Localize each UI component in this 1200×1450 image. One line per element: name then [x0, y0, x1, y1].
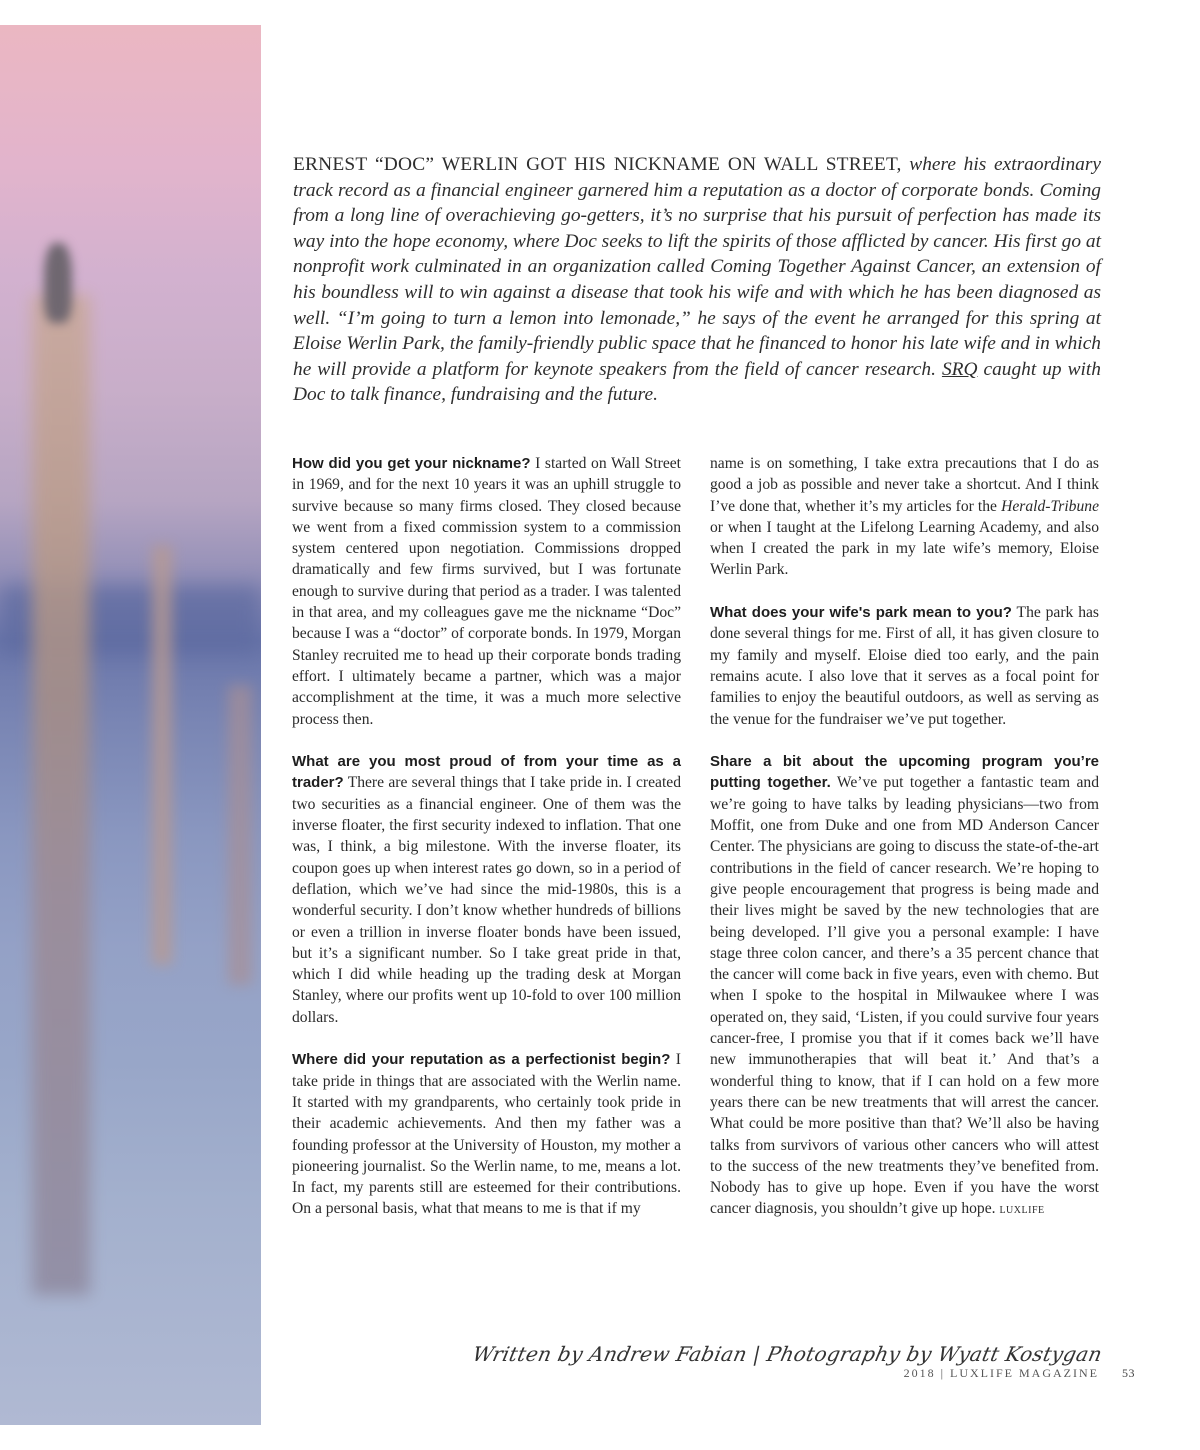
footer-separator: | — [940, 1366, 946, 1380]
qa-block — [292, 751, 681, 1028]
publication-name: SRQ — [941, 358, 978, 380]
photo-pier-post-edge — [228, 685, 252, 985]
question: Share a bit about the upcoming program you’re putting together. — [710, 753, 1099, 792]
answer: The park has done several things for me. First of all, it has given closure to my family and myself. Eloise died too early, and the pain remains acute. I also love that it serves as a focal point for families to enjoy the beautiful outdoors, as well as serving as the venue for the fundraiser we’ve put together. — [710, 604, 1099, 728]
newspaper-name: Herald-Tribune — [1001, 497, 1099, 515]
answer-continued-end: or when I taught at the Lifelong Learning Academy, and also when I created the park in my late wife’s memory, Eloise Werlin Park. — [710, 518, 1099, 579]
intro-text: where his extraordinary track record as a financial engineer garnered him a reputation as a doctor of corporate bonds. Coming from a long line of overachieving go-getters, it’s no surprise that his pursuit of perfection has made its way into the hope economy, where Doc seeks to lift the spirits of those afflicted by cancer. His first go at nonprofit work culminated in an organization called Coming Together Against Cancer, an extension of his boundless will to win against a disease that took his wife and with which he has been diagnosed as well. “I’m going to turn a lemon into lemonade,” he says of the event he arranged for this spring at Eloise Werlin Park, the family-friendly public space that he financed to honor his late wife and in which he will provide a platform for keynote speakers from the field of cancer research. — [293, 154, 1101, 380]
photo-pier-post-far — [152, 545, 172, 965]
answer: I started on Wall Street in 1969, and for the next 10 years it was an uphill struggle to survive because so many firms closed. They closed because we went from a fixed commission system to a commission system centered upon negotiation. Commissions dropped dramatically and few firms survived, but I was fortunate enough to survive during that period as a trader. I was talented in that area, and my colleagues gave me the nickname “Doc” because I was a “doctor” of corporate bonds. In 1979, Morgan Stanley recruited me to head up their corporate bonds trading effort. I ultimately became a partner, which was a major accomplishment at the time, it was a much more selective process then. — [292, 455, 681, 728]
credit-text: Written by Andrew Fabian | Photography by Wyatt Kostygan — [470, 1342, 1105, 1366]
page-number: 53 — [1122, 1366, 1135, 1380]
intro-paragraph — [293, 152, 1101, 408]
page-footer — [904, 1366, 1135, 1381]
question: How did you get your nickname? — [292, 455, 531, 472]
footer-magazine: LUXLIFE MAGAZINE — [950, 1366, 1099, 1380]
intro-text-end: caught up with Doc to talk finance, fundraising and the future. — [293, 358, 1101, 406]
qa-block — [292, 453, 681, 730]
answer: We’ve put together a fantastic team and we’re going to have talks by leading physicians—two from Moffit, one from Duke and one from MD Anderson Cancer Center. The physicians are going to discuss the state-of-the-art contributions in the field of cancer research. We’re hoping to give people encouragement that progress is being made and their lives might be saved by the new technologies that are being developed. I’ll give you a personal example: I have stage three colon cancer, and there’s a 35 percent chance that the cancer will come back in five years, even with chemo. But when I spoke to the hospital in Milwaukee where I was operated on, they said, ‘Listen, if you could survive four years cancer-free, I promise you that if it comes back we’ll have new immunotherapies that will beat it.’ And that’s a wonderful thing to know, that if I can hold on a few more years there can be new treatments that will arrest the cancer. What could be more positive than that? We’ll also be having talks from survivors of various other cancers who will attest to the success of the new treatments they’ve benefited from. Nobody has to give up hope. Even if you have the worst cancer diagnosis, you shouldn’t give up hope. — [710, 774, 1100, 1218]
end-mark: LUXLIFE — [999, 1205, 1045, 1217]
photo-pier-post — [32, 295, 90, 1295]
photo-bird — [44, 243, 72, 323]
footer-year: 2018 — [903, 1366, 936, 1380]
qa-continuation — [710, 453, 1099, 581]
answer-continued: name is on something, I take extra precautions that I do as good a job as possible and never take a shortcut. And I think I’ve done that, whether it’s my articles for the — [710, 455, 1099, 515]
byline-credit — [470, 1342, 1105, 1366]
answer: There are several things that I take pride in. I created two securities as a financial engineer. One of them was the inverse floater, the first security indexed to inflation. That one was, I think, a big milestone. With the inverse floater, its coupon goes up when interest rates go down, so in a period of deflation, which we’ve had since the mid-1980s, this is a wonderful security. I don’t know whether hundreds of billions or even a trillion in inverse floater bonds have been issued, but it’s a significant number. So I take great pride in that, which I did while heading up the trading desk at Morgan Stanley, where our profits went up 10-fold to over 100 million dollars. — [292, 774, 681, 1026]
question: What does your wife's park mean to you? — [710, 604, 1012, 622]
cover-photo — [0, 25, 261, 1425]
question: What are you most proud of from your time as a trader? — [292, 753, 681, 792]
article-column-right — [710, 453, 1099, 1243]
qa-block — [710, 751, 1099, 1222]
qa-block — [710, 602, 1099, 730]
intro-lead: ERNEST “DOC” WERLIN GOT HIS NICKNAME ON WALL STREET, — [293, 154, 902, 175]
question: Where did your reputation as a perfectionist begin? — [292, 1051, 671, 1069]
article-column-left — [292, 453, 681, 1241]
answer: I take pride in things that are associated with the Werlin name. It started with my grandparents, who certainly took pride in their academic achievements. And then my father was a founding professor at the University of Houston, my mother a pioneering journalist. So the Werlin name, to me, means a lot. In fact, my parents still are esteemed for their contributions. On a personal basis, what that means to me is that if my — [292, 1051, 681, 1218]
qa-block — [292, 1049, 681, 1219]
